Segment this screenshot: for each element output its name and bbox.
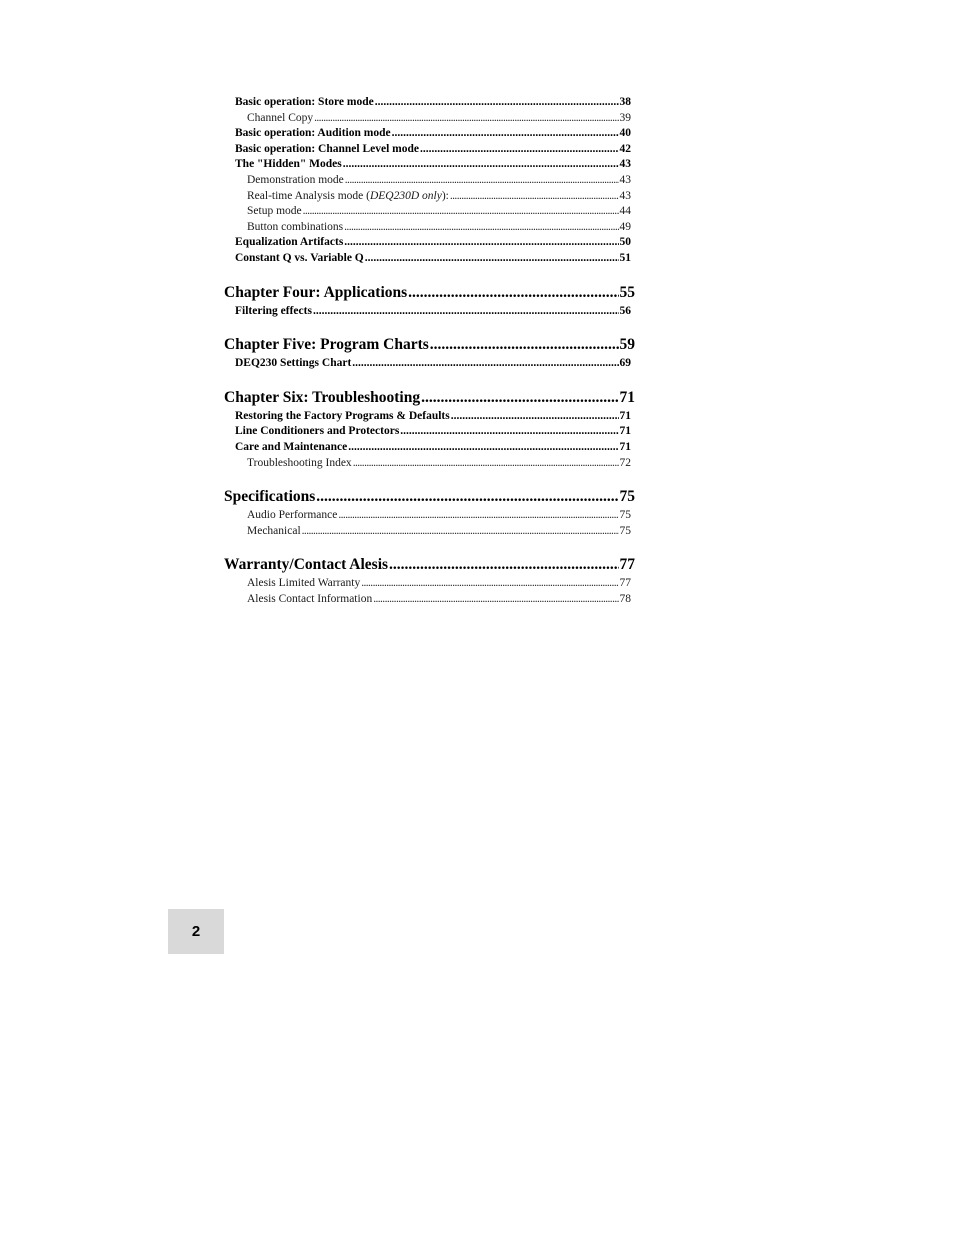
toc-page-number: 55 <box>619 283 635 301</box>
toc-label: Alesis Limited Warranty <box>247 577 361 590</box>
toc-label: Alesis Contact Information <box>247 592 373 605</box>
dot-leader <box>365 251 619 267</box>
toc-page-number: 43 <box>619 189 631 202</box>
toc-entry-eq-artifacts[interactable] <box>235 235 631 251</box>
toc-page-number: 43 <box>619 158 631 171</box>
toc-entry-troubleshooting-index[interactable] <box>247 456 631 472</box>
dot-leader <box>353 456 619 472</box>
toc-label: Constant Q vs. Variable Q <box>235 251 364 264</box>
toc-label-model: DEQ230D only <box>369 189 442 202</box>
toc-label: Button combinations <box>247 220 344 233</box>
toc-page-number: 42 <box>619 142 631 155</box>
table-of-contents <box>224 95 635 607</box>
toc-page-number: 75 <box>619 509 631 522</box>
toc-page-number: 71 <box>619 425 631 438</box>
dot-leader <box>316 486 618 508</box>
toc-page-number: 71 <box>619 440 631 453</box>
toc-label: Channel Copy <box>247 111 314 124</box>
dot-leader <box>420 142 619 158</box>
toc-page-number: 69 <box>619 357 631 370</box>
dot-leader <box>392 126 619 142</box>
toc-label: Restoring the Factory Programs & Defaults <box>235 409 450 422</box>
toc-entry-line-conditioners[interactable] <box>235 424 631 440</box>
toc-label: Filtering effects <box>235 304 312 317</box>
dot-leader <box>344 235 618 251</box>
toc-page-number: 49 <box>619 220 631 233</box>
dot-leader <box>345 173 619 189</box>
toc-page-number: 43 <box>619 173 631 186</box>
toc-entry-button-combinations[interactable] <box>247 220 631 236</box>
toc-entry-setup-mode[interactable] <box>247 204 631 220</box>
toc-page-number: 40 <box>619 127 631 140</box>
toc-label: Warranty/Contact Alesis <box>224 556 389 574</box>
dot-leader <box>361 576 618 592</box>
toc-label: Audio Performance <box>247 509 338 522</box>
toc-entry-channel-copy[interactable] <box>247 111 631 127</box>
toc-label-post: ): <box>441 189 449 202</box>
toc-label-pre: Real-time Analysis mode ( <box>247 189 370 202</box>
toc-chapter-five[interactable] <box>224 334 635 356</box>
toc-label: Setup mode <box>247 205 302 218</box>
toc-entry-settings-chart[interactable] <box>235 356 631 372</box>
dot-leader <box>430 334 619 356</box>
toc-label: Demonstration mode <box>247 173 344 186</box>
toc-page-number: 38 <box>619 96 631 108</box>
dot-leader <box>400 424 618 440</box>
toc-label: The "Hidden" Modes <box>235 158 342 171</box>
toc-page-number: 72 <box>619 456 631 469</box>
toc-label: Chapter Four: Applications <box>224 283 408 301</box>
toc-page-number: 56 <box>619 304 631 317</box>
dot-leader <box>303 204 619 220</box>
page-number: 2 <box>191 923 201 940</box>
toc-page-number: 71 <box>619 409 631 422</box>
dot-leader <box>373 592 618 608</box>
toc-chapter-six[interactable] <box>224 387 635 409</box>
toc-entry-constant-q[interactable] <box>235 251 631 267</box>
toc-label: DEQ230 Settings Chart <box>235 357 352 370</box>
toc-chapter-specifications[interactable] <box>224 486 635 508</box>
toc-entry-filtering-effects[interactable] <box>235 304 631 320</box>
toc-chapter-warranty[interactable] <box>224 554 635 576</box>
toc-entry-audio-performance[interactable] <box>247 508 631 524</box>
toc-label: Equalization Artifacts <box>235 236 344 249</box>
toc-entry-channel-level-mode[interactable] <box>235 142 631 158</box>
dot-leader <box>389 554 618 576</box>
toc-page-number: 77 <box>619 577 631 590</box>
toc-page-number: 39 <box>619 111 631 124</box>
toc-page-number: 75 <box>619 488 635 506</box>
toc-page-number: 71 <box>619 388 635 406</box>
dot-leader <box>314 111 618 127</box>
dot-leader <box>338 508 618 524</box>
toc-label: Line Conditioners and Protectors <box>235 425 400 438</box>
toc-label: Care and Maintenance <box>235 440 348 453</box>
dot-leader <box>302 524 619 540</box>
toc-page-number: 51 <box>619 251 631 264</box>
dot-leader <box>451 409 619 425</box>
toc-label: Basic operation: Store mode <box>235 96 374 108</box>
dot-leader <box>344 220 618 236</box>
toc-label: Basic operation: Channel Level mode <box>235 142 419 155</box>
toc-page-number: 50 <box>619 236 631 249</box>
toc-page-number: 44 <box>619 205 631 218</box>
toc-page-number: 59 <box>619 336 635 354</box>
toc-label: Specifications <box>224 488 316 506</box>
toc-label: Chapter Five: Program Charts <box>224 336 429 354</box>
toc-entry-restoring[interactable] <box>235 409 631 425</box>
dot-leader <box>450 189 619 205</box>
toc-label: Troubleshooting Index <box>247 456 352 469</box>
toc-entry-rta-mode[interactable] <box>247 189 631 205</box>
dot-leader <box>352 356 618 372</box>
toc-label: Mechanical <box>247 524 301 537</box>
dot-leader <box>348 440 618 456</box>
dot-leader <box>375 95 619 111</box>
toc-page-number: 77 <box>619 556 635 574</box>
toc-page-number: 75 <box>619 524 631 537</box>
dot-leader <box>421 387 618 409</box>
toc-entry-mechanical[interactable] <box>247 524 631 540</box>
page-number-tab <box>168 909 224 954</box>
toc-entry-contact-info[interactable] <box>247 592 631 608</box>
toc-label <box>247 189 449 205</box>
toc-entry-care[interactable] <box>235 440 631 456</box>
toc-label: Basic operation: Audition mode <box>235 127 391 140</box>
toc-entry-limited-warranty[interactable] <box>247 576 631 592</box>
toc-entry-demonstration-mode[interactable] <box>247 173 631 189</box>
toc-entry-store-mode[interactable] <box>235 95 631 111</box>
dot-leader <box>313 304 619 320</box>
toc-entry-hidden-modes[interactable] <box>235 157 631 173</box>
toc-chapter-four[interactable] <box>224 282 635 304</box>
dot-leader <box>343 157 619 173</box>
toc-entry-audition-mode[interactable] <box>235 126 631 142</box>
dot-leader <box>408 282 618 304</box>
toc-label: Chapter Six: Troubleshooting <box>224 388 421 406</box>
toc-page-number: 78 <box>619 592 631 605</box>
